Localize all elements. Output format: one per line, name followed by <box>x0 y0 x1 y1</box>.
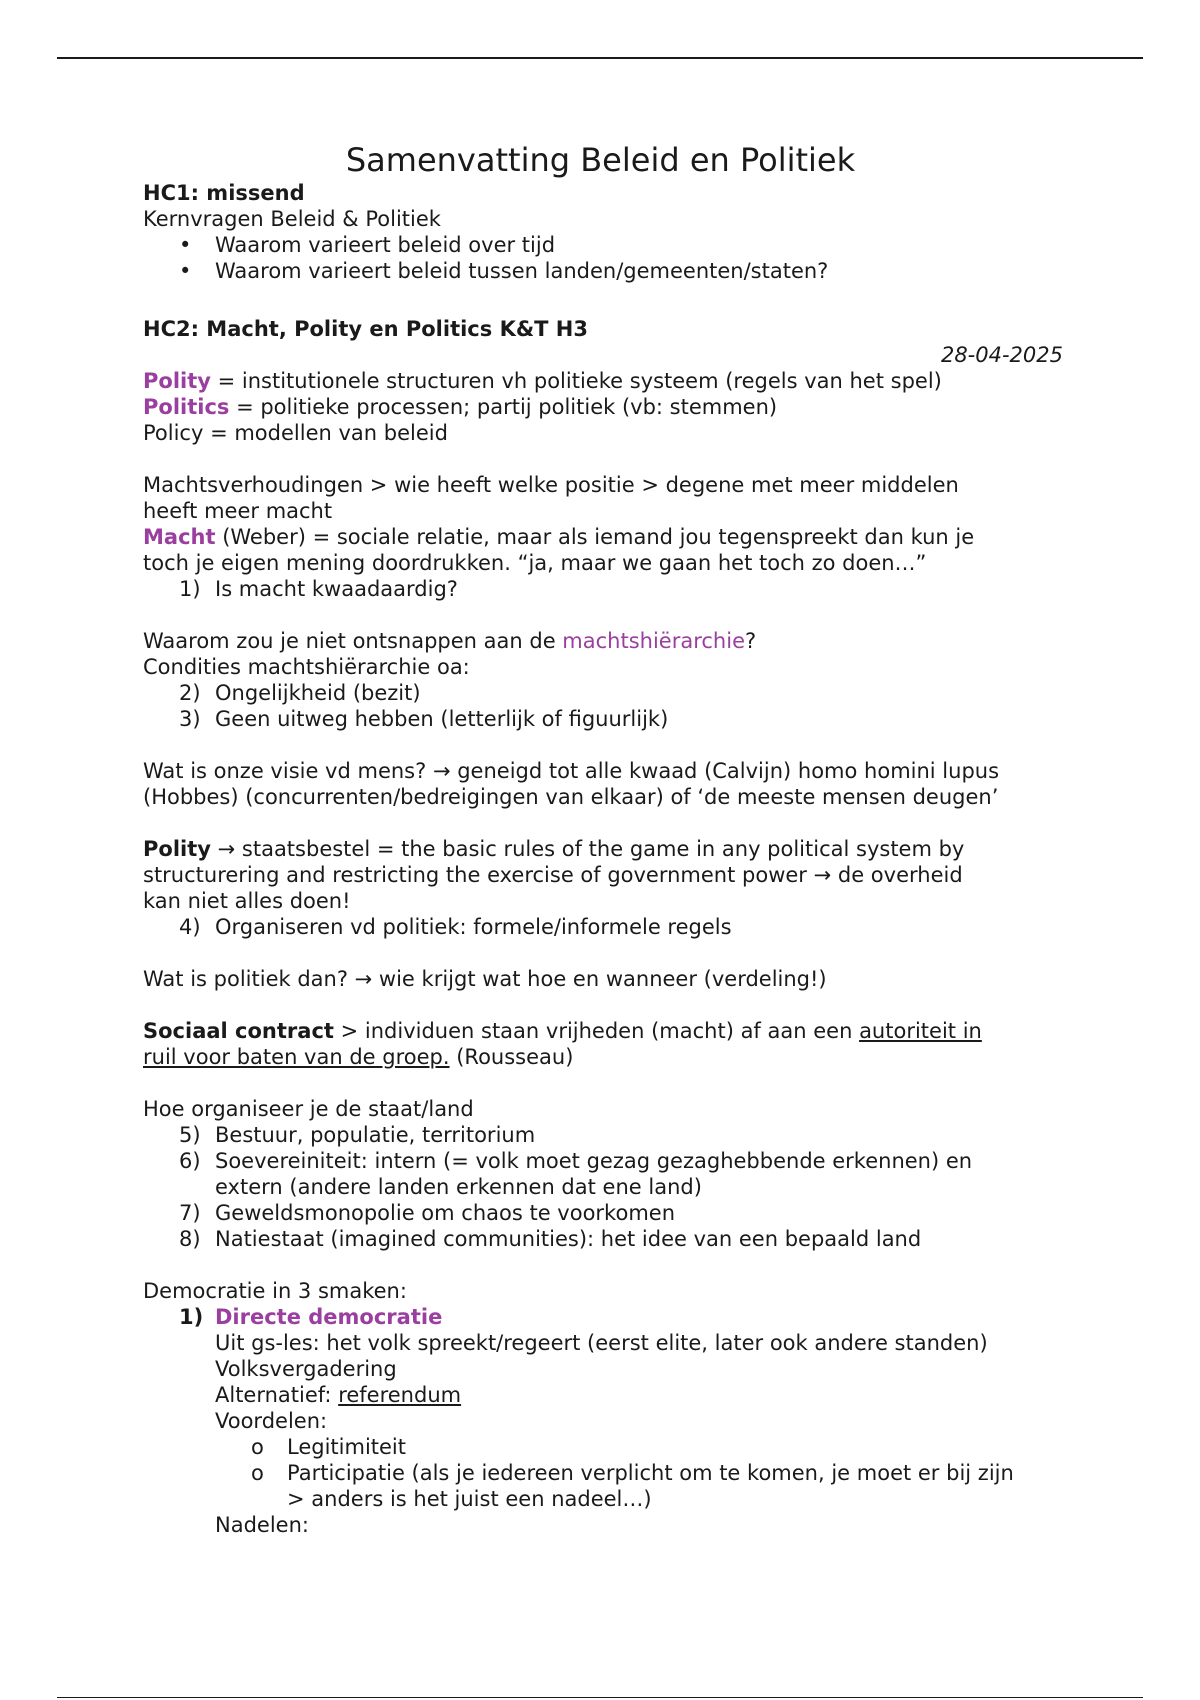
polity-staatsbestel: Polity → staatsbestel = the basic rules of the game in any political system by <box>143 837 965 861</box>
list-item-continuation: > anders is het juist een nadeel…) <box>287 1487 652 1511</box>
paragraph: (Hobbes) (concurrenten/bedreigingen van elkaar) of ‘de meeste mensen deugen’ <box>143 785 999 809</box>
paragraph: heeft meer macht <box>143 499 333 523</box>
paragraph: Waarom zou je niet ontsnappen aan de machtshiërarchie? <box>143 629 757 653</box>
term: Sociaal contract <box>143 1019 334 1043</box>
paragraph: Condities machtshiërarchie oa: <box>143 655 470 679</box>
list-item-continuation: Volksvergadering <box>215 1357 397 1381</box>
bullet-icon: o <box>251 1461 264 1485</box>
term: referendum <box>338 1383 462 1407</box>
list-item: o Participatie (als je iedereen verplicht om te komen, je moet er bij zijn <box>251 1461 1014 1485</box>
paragraph: Wat is onze visie vd mens? → geneigd tot alle kwaad (Calvijn) homo homini lupus <box>143 759 1000 783</box>
term: Directe democratie <box>215 1305 443 1329</box>
list-item: 5) Bestuur, populatie, territorium <box>179 1123 536 1147</box>
list-item: • Waarom varieert beleid over tijd <box>179 233 556 257</box>
list-item: 3) Geen uitweg hebben (letterlijk of figuurlijk) <box>179 707 669 731</box>
bullet-icon: o <box>251 1435 264 1459</box>
document-title: Samenvatting Beleid en Politiek <box>345 141 856 179</box>
paragraph: Machtsverhoudingen > wie heeft welke positie > degene met meer middelen <box>143 473 959 497</box>
paragraph: structurering and restricting the exercise of government power → de overheid <box>143 863 963 887</box>
polity-definition: Polity = institutionele structuren vh politieke systeem (regels van het spel) <box>143 369 942 393</box>
macht-definition: Macht (Weber) = sociale relatie, maar als iemand jou tegenspreekt dan kun je <box>143 525 975 549</box>
list-item-continuation: Nadelen: <box>215 1513 309 1537</box>
paragraph: kan niet alles doen! <box>143 889 351 913</box>
hc1-heading: HC1: missend <box>143 181 305 205</box>
lecture-date: 28-04-2025 <box>940 343 1063 367</box>
hc1-intro: Kernvragen Beleid & Politiek <box>143 207 441 231</box>
term: Macht <box>143 525 216 549</box>
list-item: o Legitimiteit <box>251 1435 406 1459</box>
list-item-continuation: Uit gs-les: het volk spreekt/regeert (eerst elite, later ook andere standen) <box>215 1331 988 1355</box>
politics-definition: Politics = politieke processen; partij politiek (vb: stemmen) <box>143 395 778 419</box>
paragraph: Democratie in 3 smaken: <box>143 1279 407 1303</box>
hc2-heading: HC2: Macht, Polity en Politics K&T H3 <box>143 317 588 341</box>
bullet-icon: • <box>179 233 192 257</box>
list-item: 1) Is macht kwaadaardig? <box>179 577 458 601</box>
list-item-continuation: extern (andere landen erkennen dat ene land) <box>215 1175 702 1199</box>
document-body <box>143 141 1063 1538</box>
header-rule <box>57 57 1143 59</box>
bullet-icon: • <box>179 259 192 283</box>
list-item-continuation: Alternatief: referendum <box>215 1383 462 1407</box>
footer-rule <box>57 1697 1143 1698</box>
term: Polity <box>143 837 211 861</box>
term: machtshiërarchie <box>562 629 746 653</box>
paragraph: Wat is politiek dan? → wie krijgt wat hoe en wanneer (verdeling!) <box>143 967 827 991</box>
list-item: 6) Soevereiniteit: intern (= volk moet gezag gezaghebbende erkennen) en <box>179 1149 973 1173</box>
list-item: 8) Natiestaat (imagined communities): het idee van een bepaald land <box>179 1227 922 1251</box>
policy-definition: Policy = modellen van beleid <box>143 421 448 445</box>
paragraph: toch je eigen mening doordrukken. “ja, maar we gaan het toch zo doen…” <box>143 551 927 575</box>
paragraph: ruil voor baten van de groep. (Rousseau) <box>143 1045 574 1069</box>
term: Polity <box>143 369 211 393</box>
list-item: 1) Directe democratie <box>179 1305 443 1329</box>
list-item: • Waarom varieert beleid tussen landen/gemeenten/staten? <box>179 259 829 283</box>
list-item-continuation: Voordelen: <box>215 1409 328 1433</box>
list-item: 7) Geweldsmonopolie om chaos te voorkomen <box>179 1201 676 1225</box>
list-item: 4) Organiseren vd politiek: formele/informele regels <box>179 915 732 939</box>
term: Politics <box>143 395 230 419</box>
sociaal-contract: Sociaal contract > individuen staan vrijheden (macht) af aan een autoriteit in <box>143 1019 982 1043</box>
list-item: 2) Ongelijkheid (bezit) <box>179 681 421 705</box>
paragraph: Hoe organiseer je de staat/land <box>143 1097 474 1121</box>
